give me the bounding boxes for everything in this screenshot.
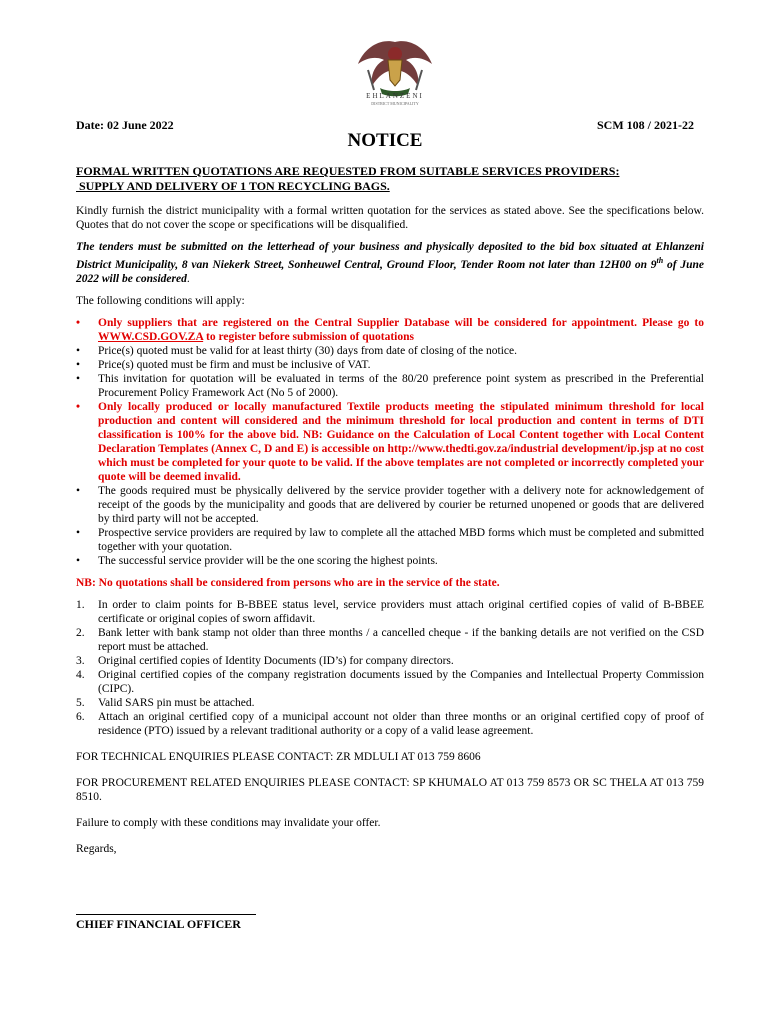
notice-date: Date: 02 June 2022: [76, 118, 174, 132]
condition-item: • Prospective service providers are required by law to complete all the attached MBD forms which must be completed and submitted together with your quotation.: [76, 526, 704, 554]
condition-item: [76, 316, 704, 344]
signatory-title: CHIEF FINANCIAL OFFICER: [76, 916, 241, 931]
heading-line-2: SUPPLY AND DELIVERY OF 1 TON RECYCLING BAGS.: [76, 179, 390, 193]
notice-title: NOTICE: [347, 130, 423, 151]
notice-body: [76, 164, 704, 931]
requirement-number: 2.: [76, 626, 85, 639]
requirement-item: [76, 654, 704, 668]
requirement-item: [76, 598, 704, 626]
state-service-notice: NB: No quotations shall be considered from persons who are in the service of the state.: [76, 576, 500, 589]
csd-link[interactable]: WWW.CSD.GOV.ZA: [98, 330, 204, 343]
tender-instruction: [76, 240, 704, 286]
condition-1-text-end: to register before submission of quotations: [203, 330, 414, 343]
requirement-number: 1.: [76, 598, 85, 611]
condition-item: • The goods required must be physically delivered by the service provider together with a delivery note for acknowledgement of receipt of the goods by the municipality and goods that are delivered by courier be returned unopened or goods that are delivered by third party will not be accepted.: [76, 484, 704, 526]
logo-text: EHLANZENI: [366, 92, 424, 100]
requirements-list: [76, 598, 704, 738]
requirement-item: [76, 696, 704, 710]
conditions-intro: The following conditions will apply:: [76, 294, 245, 307]
requirement-item: [76, 710, 704, 738]
signature-line: [76, 914, 256, 915]
tender-instruction-part2: of June 2022 will be considered: [76, 258, 704, 285]
requirement-text: Bank letter with bank stamp not older than three months / a cancelled cheque - if the banking details are not verified on the CSD report must be attached.: [98, 626, 704, 653]
condition-1-text: Only suppliers that are registered on the Central Supplier Database will be considered for appointment. Please go to: [98, 316, 704, 329]
requirement-text: Valid SARS pin must be attached.: [98, 696, 255, 709]
condition-item: • Price(s) quoted must be valid for at least thirty (30) days from date of closing of the notice.: [76, 344, 704, 358]
regards: Regards,: [76, 842, 117, 855]
heading-line-1: FORMAL WRITTEN QUOTATIONS ARE REQUESTED FROM SUITABLE SERVICES PROVIDERS:: [76, 164, 620, 178]
condition-item: • Only locally produced or locally manufactured Textile products meeting the stipulated minimum threshold for local production and content will considered and the minimum threshold for local production and content in terms of DTI classification is 100% for the above bid. NB: Guidance on the Calculation of Local Content together with Local Content Declaration Templates (Annex C, D and E) is accessible on http://www.thedti.gov.za/industrial development/ip.jsp at no cost which must be completed for your quote to be valid. If the above templates are not completed or incorrectly completed your quote will be deemed invalid.: [76, 400, 704, 484]
technical-contact: FOR TECHNICAL ENQUIRIES PLEASE CONTACT: ZR MDLULI AT 013 759 8606: [76, 750, 481, 763]
requirement-text: Attach an original certified copy of a municipal account not older than three months or an original certified copy of proof of residence (PTO) issued by a relevant traditional authority or a copy of a valid lease agreement.: [98, 710, 704, 737]
failure-note: Failure to comply with these conditions may invalidate your offer.: [76, 816, 381, 829]
requirement-number: 3.: [76, 654, 85, 667]
quotation-heading: [76, 164, 704, 194]
condition-item: • Price(s) quoted must be firm and must be inclusive of VAT.: [76, 358, 704, 372]
tender-instruction-sup: th: [656, 256, 664, 265]
conditions-list: [76, 316, 704, 568]
condition-item: • This invitation for quotation will be evaluated in terms of the 80/20 preference point system as prescribed in the Preferential Procurement Policy Framework Act (No 5 of 2000).: [76, 372, 704, 400]
logo-subtext: DISTRICT MUNICIPALITY: [371, 101, 419, 106]
reference-number: SCM 108 / 2021-22: [597, 118, 694, 132]
requirement-number: 5.: [76, 696, 85, 709]
requirement-number: 4.: [76, 668, 85, 681]
requirement-text: Original certified copies of the company registration documents issued by the Companies and Intellectual Property Commission (CIPC).: [98, 668, 704, 695]
condition-item: • The successful service provider will be the one scoring the highest points.: [76, 554, 704, 568]
requirement-number: 6.: [76, 710, 85, 723]
procurement-contact: FOR PROCUREMENT RELATED ENQUIRIES PLEASE CONTACT: SP KHUMALO AT 013 759 8573 OR SC THELA AT 013 759 8510.: [76, 776, 704, 803]
requirement-text: In order to claim points for B-BBEE status level, service providers must attach original certified copies of valid of B-BBEE certificate or original copies of sworn affidavit.: [98, 598, 704, 625]
requirement-text: Original certified copies of Identity Documents (ID’s) for company directors.: [98, 654, 454, 667]
tender-instruction-end: .: [186, 272, 190, 285]
requirement-item: [76, 626, 704, 654]
requirement-item: [76, 668, 704, 696]
intro-paragraph: Kindly furnish the district municipality with a formal written quotation for the services as stated above. See the specifications below. Quotes that do not cover the scope or specifications will be disqualified.: [76, 205, 704, 231]
tender-instruction-part1: The tenders must be submitted on the letterhead of your business and physically deposited to the bid box situated at Ehlanzeni District Municipality, 8 van Niekerk Street, Sonheuwel Central, Ground Floor, Tender Room not later than 12H00 on 9: [76, 241, 704, 271]
